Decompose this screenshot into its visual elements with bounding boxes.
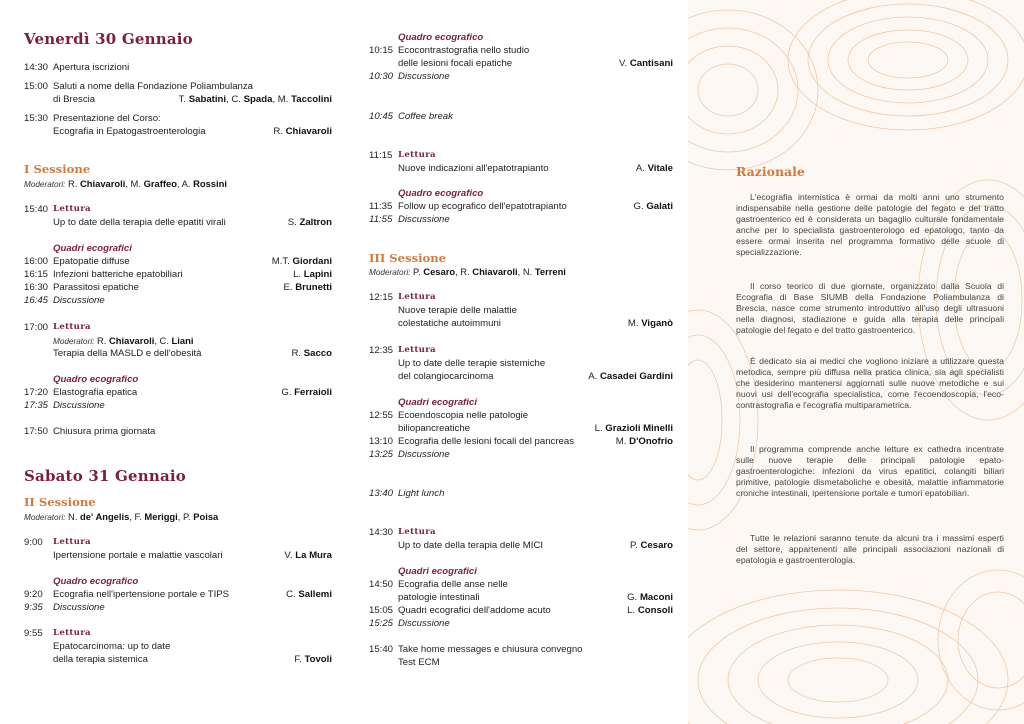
- razionale-paragraph: Il programma comprende anche letture ex cathedra incentrate sulle nuove terapie delle principali patologie epato-gastroenterologiche: infezioni da virus epatitici, colangiti biliari primitive, patologie dismetaboliche e obesità, malattie infiammatorie croniche intestinali, ipertensione portale e tumori epatobiliari.: [736, 444, 1004, 498]
- quadri-ecografici-block: Quadri ecografici 16:00 Epatopatie diffuse M.T. Giordani 16:15 Infezioni batteriche epatobiliari L. Lapini 16:30 Parassitosi epatiche E. Brunetti 16:45 Discussione: [24, 243, 332, 306]
- lecture-block: 12:15 Lettura Nuove terapie delle malattie colestatiche autoimmuni M. Viganò: [369, 292, 673, 329]
- day1-title: Venerdì 30 Gennaio: [24, 30, 193, 48]
- lecture-block: 9:55 Lettura Epatocarcinoma: up to date della terapia sistemica F. Tovoli: [24, 628, 332, 665]
- lecture-block: 12:35 Lettura Up to date delle terapie sistemiche del colangiocarcinoma A. Casadei Gardini: [369, 345, 673, 382]
- lecture-block: 14:30 Lettura Up to date della terapia delle MICI P. Cesaro: [369, 527, 673, 551]
- session-3-moderators: Moderatori: P. Cesaro, R. Chiavaroli, N. Terreni: [369, 266, 566, 277]
- speakers: T. Sabatini, C. Spada, M. Taccolini: [178, 94, 332, 105]
- welcome-block: [24, 81, 332, 107]
- session-1-title: I Sessione: [24, 162, 91, 176]
- lecture-block: 15:40 Lettura Up to date della terapia delle epatiti virali S. Zaltron: [24, 204, 332, 228]
- session-2-title: II Sessione: [24, 495, 96, 509]
- coffee-break-row: 10:45 Coffee break: [369, 111, 453, 122]
- closing-row: 17:50 Chiusura prima giornata: [24, 426, 156, 437]
- lecture-block: 11:15 Lettura Nuove indicazioni all'epatotrapianto A. Vitale: [369, 150, 673, 174]
- quadro-ecografico-block: Quadro ecografico 11:35 Follow up ecografico dell'epatotrapianto G. Galati 11:55 Discussione: [369, 188, 673, 225]
- program-row: 15:00 Saluti a nome della Fondazione Poliambulanza: [24, 81, 253, 92]
- razionale-paragraph: Tutte le relazioni saranno tenute da alcuni tra i massimi esperti del settore, appartenenti alle principali associazioni nazionali di epatologia e gastroenterologia.: [736, 533, 1004, 565]
- presentation-block: 15:30 Presentazione del Corso: Ecografia in Epatogastroenterologia R. Chiavaroli: [24, 113, 332, 137]
- program-column-1: [24, 0, 332, 724]
- quadri-ecografici-block: Quadri ecografici 14:50 Ecografia delle anse nelle patologie intestinali G. Maconi 15:05 Quadri ecografici dell'addome acuto L. Consoli 15:25 Discussione: [369, 566, 673, 629]
- program-row: 14:30 Apertura iscrizioni: [24, 62, 130, 73]
- razionale-paragraph: È dedicato sia ai medici che vogliono iniziare a utilizzare questa metodica, sempre più diffusa nella pratica clinica, sia agli specialisti che desiderino mantenersi aggiornati sulle nuove metodiche e sui nuovi usi dell'ecografia specialistica, come l'ecoendoscopia, l'eco-contrastografia e l'ecografia multiparametrica.: [736, 356, 1004, 410]
- quadro-ecografico-block: Quadro ecografico 10:15 Ecocontrastografia nello studio delle lesioni focali epatiche V. Cantisani 10:30 Discussione: [369, 32, 673, 82]
- lecture-block: 9:00 Lettura Ipertensione portale e malattie vascolari V. La Mura: [24, 537, 332, 561]
- program-column-2: [369, 0, 673, 724]
- quadri-ecografici-block: Quadri ecografici 12:55 Ecoendoscopia nelle patologie biliopancreatiche L. Grazioli Minelli 13:10 Ecografia delle lesioni focali del pancreas M. D'Onofrio 13:25 Discussione: [369, 397, 673, 460]
- razionale-panel: [688, 0, 1024, 724]
- lunch-row: 13:40 Light lunch: [369, 488, 445, 499]
- session-2-moderators: Moderatori: N. de' Angelis, F. Meriggi, P. Poisa: [24, 511, 219, 522]
- razionale-paragraph: Il corso teorico di due giornate, organizzato dalla Scuola di Ecografia di Base SIUMB della Fondazione Poliambulanza di Brescia, nasce come strumento introduttivo all'uso degli ultrasuoni nella diagnosi, stadiazione e guida alla terapia delle principali patologie del fegato e del tratto gastroenterico.: [736, 281, 1004, 335]
- closing-row: 15:40 Take home messages e chiusura convegno Test ECM: [369, 644, 583, 668]
- day2-title: Sabato 31 Gennaio: [24, 467, 186, 485]
- quadro-ecografico-block: Quadro ecografico 9:20 Ecografia nell'ipertensione portale e TIPS C. Sallemi 9:35 Discussione: [24, 576, 332, 613]
- razionale-paragraph: L'ecografia internistica è ormai da molti anni uno strumento indispensabile nella gestione delle patologie del fegato e del tratto gastroenterico ed è considerata un bagaglio culturale fondamentale anche per lo specialista gastroenterologo ed epatologo, tanto da essere ormai inserita nel programma formativo delle scuole di specializzazione.: [736, 192, 1004, 257]
- program-row: di Brescia T. Sabatini, C. Spada, M. Taccolini: [53, 94, 332, 105]
- session-3-title: III Sessione: [369, 251, 447, 265]
- lecture-block: 17:00 Lettura Moderatori: R. Chiavaroli, C. Liani Terapia della MASLD e dell'obesità R. Sacco: [24, 322, 332, 359]
- opening-block: [24, 62, 332, 75]
- quadro-ecografico-block: Quadro ecografico 17:20 Elastografia epatica G. Ferraioli 17:35 Discussione: [24, 374, 332, 411]
- session-1-moderators: Moderatori: R. Chiavaroli, M. Graffeo, A. Rossini: [24, 178, 227, 189]
- razionale-title: Razionale: [736, 164, 805, 179]
